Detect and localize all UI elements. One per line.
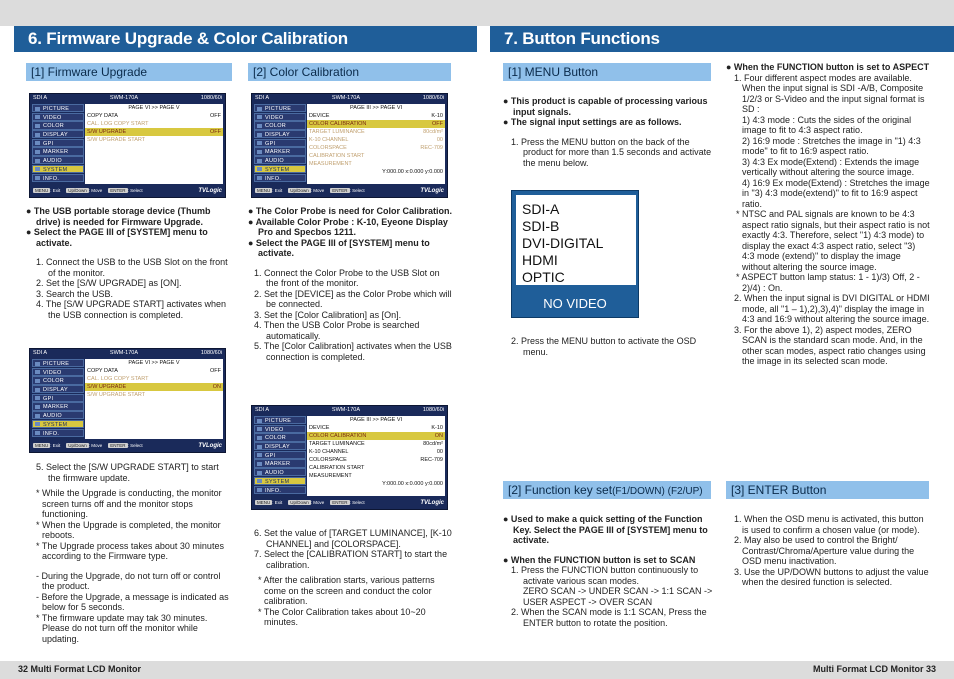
screen-setting-label: MEASUREMENT [309, 161, 352, 167]
screen-menu-item[interactable]: INFO. [254, 486, 306, 494]
screen-setting-row[interactable] [85, 391, 223, 399]
screen-model: SWM-170A [331, 95, 361, 101]
screen-setting-row [307, 480, 445, 488]
screen-menu-item[interactable]: PICTURE [254, 104, 306, 112]
function-bullet-2: ● When the FUNCTION button is set to SCAN [503, 554, 696, 565]
calibration-step-2: 2. Set the [DEVICE] as the Color Probe which will be connected. [254, 288, 452, 309]
screen-setting-label: COPY DATA [87, 368, 118, 374]
screen-page-label [307, 416, 445, 424]
screen-setting-value: ON [212, 384, 221, 390]
enter-button-title: [3] ENTER Button [726, 481, 929, 499]
screen-source: SDI A [255, 95, 270, 101]
screen-menu-item[interactable]: COLOR [32, 121, 84, 129]
aspect-bullet-1: ● When the FUNCTION button is set to ASPECT [726, 62, 930, 72]
footer-left: 32 Multi Format LCD Monitor [18, 664, 141, 674]
function-key-title-main: [2] Function key set [508, 483, 613, 497]
screen-menu-item[interactable]: COLOR [254, 433, 306, 441]
aspect-step-3: 3. For the above 1), 2) aspect modes, ZERO SCAN is the standard scan mode. And, in the other scan modes, aspect ratio changes using the image in its selected scan mode. [734, 324, 926, 366]
screen-setting-label: DEVICE [309, 425, 330, 431]
screen-menu-item[interactable]: DISPLAY [32, 385, 84, 393]
screen-menu [32, 359, 84, 437]
firmware-screen-1 [29, 93, 226, 198]
enter-step-1: 1. When the OSD menu is activated, this button is used to confirm a chosen value (or mode). [734, 514, 924, 535]
function-key-text [503, 514, 713, 628]
select-key: ENTER [332, 188, 348, 193]
screen-setting-label: COLOR CALIBRATION [309, 121, 367, 127]
screen-menu-item[interactable]: PICTURE [254, 416, 306, 424]
screen-menu-item[interactable]: INFO. [254, 174, 306, 182]
screen-menu-item[interactable]: MARKER [32, 147, 84, 155]
screen-menu-item[interactable]: AUDIO [32, 156, 84, 164]
screen-setting-label: CALIBRATION START [309, 465, 365, 471]
screen-menu-item[interactable]: MARKER [32, 402, 84, 410]
screen-menu-item[interactable]: MARKER [254, 147, 306, 155]
menu-step-1: 1. Press the MENU button on the back of the product for more than 1.5 seconds and activate the menu below. [511, 136, 712, 168]
menu-button-step-2 [503, 336, 713, 357]
screen-settings-panel [85, 359, 223, 439]
calibration-note-2: * The Color Calibration takes about 10~20 minutes. [258, 606, 426, 627]
screen-setting-label: COLORSPACE [309, 145, 347, 151]
screen-setting-row[interactable] [85, 367, 223, 375]
screen-menu [254, 104, 306, 182]
move-key: Up/Down [68, 443, 87, 448]
screen-setting-row[interactable] [307, 456, 445, 464]
calibration-bullet-2: ● Available Color Probe : K-10, Eyeone Display Pro and Specbos 1211. [248, 216, 448, 237]
menu-step-2: 2. Press the MENU button to activate the OSD menu. [511, 336, 697, 357]
menu-button-intro [503, 96, 713, 168]
move-key: Up/Down [68, 188, 87, 193]
screen-page-label [85, 359, 223, 367]
screen-setting-value: OFF [432, 121, 443, 127]
screen-setting-row[interactable] [307, 112, 445, 120]
screen-setting-row[interactable] [85, 112, 223, 120]
screen-setting-label: S/W UPGRADE START [87, 137, 146, 143]
screen-footer [252, 496, 447, 509]
screen-setting-value: 00 [436, 449, 443, 455]
select-key: ENTER [110, 443, 126, 448]
screen-setting-label: MEASUREMENT [309, 473, 352, 479]
screen-setting-label: COLOR CALIBRATION [309, 433, 367, 439]
screen-page-text: PAGE VI >> PAGE V [128, 360, 180, 366]
screen-menu-item[interactable]: INFO. [32, 429, 84, 437]
screen-menu [254, 416, 306, 494]
calibration-step-6: 6. Set the value of [TARGET LUMINANCE], [K-10 CHANNEL] and [COLORSPACE]. [254, 528, 452, 549]
firmware-note-3: * The Upgrade process takes about 30 minutes according to the Firmware type. [36, 540, 224, 561]
source-sdi-a[interactable]: SDI-A [522, 201, 560, 217]
aspect-note-2: * ASPECT button lamp status: 1 - 1)/3) Off, 2 - 2)/4) : On. [736, 272, 920, 293]
firmware-intro [26, 206, 231, 320]
screen-menu-item[interactable]: SYSTEM [254, 477, 306, 485]
screen-setting-label: DEVICE [309, 113, 330, 119]
screen-menu-item[interactable]: VIDEO [32, 113, 84, 121]
screen-menu-item[interactable]: COLOR [32, 376, 84, 384]
screen-status-bar [252, 406, 447, 415]
screen-setting-value: Y:000.00 x:0.000 y:0.000 [382, 481, 443, 487]
screen-setting-value: 80cd/m² [423, 129, 443, 135]
screen-menu-item[interactable]: DISPLAY [254, 442, 306, 450]
tvlogic-logo: TVLogic [420, 187, 444, 194]
firmware-bullet-2: ● Select the PAGE III of [SYSTEM] menu to activate. [26, 227, 208, 248]
screen-model: SWM-170A [109, 350, 139, 356]
menu-bullet-1: ● This product is capable of processing various input signals. [503, 96, 708, 117]
move-label: : Move [88, 188, 103, 193]
firmware-continued [26, 462, 231, 644]
screen-menu-item[interactable]: GPI [32, 394, 84, 402]
enter-step-2: 2. May also be used to control the Bright/ Contrast/Chroma/Aperture value during the OSD menu inactivation. [734, 535, 915, 566]
screen-footer [30, 184, 225, 197]
right-page-title: 7. Button Functions [490, 26, 954, 52]
screen-resolution: 1080/60i [422, 95, 444, 101]
screen-menu-item[interactable]: PICTURE [32, 359, 84, 367]
screen-status-bar [252, 94, 447, 103]
calibration-bullet-1: ● The Color Probe is need for Color Calibration. [248, 206, 452, 216]
aspect-step-2: 2. When the input signal is DVI DIGITAL or HDMI mode, all "1 – 1),2),3),4)" display the image in 4:3 and 16:9 without altering the source image. [734, 293, 930, 324]
screen-setting-row[interactable] [307, 120, 445, 128]
footer-right: Multi Format LCD Monitor 33 [813, 664, 936, 674]
screen-setting-label: CALIBRATION START [309, 153, 365, 159]
exit-label: : Exit [50, 188, 61, 193]
screen-model: SWM-170A [109, 95, 139, 101]
screen-footer [30, 439, 225, 452]
screen-menu-item[interactable]: GPI [254, 451, 306, 459]
screen-page-text: PAGE VI >> PAGE V [128, 105, 180, 111]
screen-menu-item[interactable]: PICTURE [32, 104, 84, 112]
screen-setting-label: COLORSPACE [309, 457, 347, 463]
screen-setting-value: K-10 [431, 425, 443, 431]
firmware-step-2: 2. Set the [S/W UPGRADE] as [ON]. [36, 278, 182, 288]
screen-menu-item[interactable]: GPI [32, 139, 84, 147]
screen-setting-label: COPY DATA [87, 113, 118, 119]
screen-setting-row[interactable] [307, 464, 445, 472]
screen-status-bar [30, 349, 225, 358]
no-video-label: NO VIDEO [543, 296, 607, 311]
input-source-menu [511, 190, 639, 318]
screen-setting-value: REC-709 [420, 457, 443, 463]
firmware-step-4: 4. The [S/W UPGRADE START] activates when the USB connection is completed. [36, 299, 227, 320]
screen-page-text: PAGE III >> PAGE VI [349, 105, 403, 111]
calibration-step-3: 3. Set the [Color Calibration] as [On]. [254, 309, 402, 320]
screen-setting-row[interactable] [307, 136, 445, 144]
screen-settings-panel [307, 104, 445, 184]
screen-setting-label: CAL. LOG COPY START [87, 376, 149, 382]
screen-page-label [85, 104, 223, 112]
screen-setting-row[interactable] [307, 432, 445, 440]
screen-menu-item[interactable]: COLOR [254, 121, 306, 129]
select-key: ENTER [110, 188, 126, 193]
move-key: Up/Down [290, 188, 309, 193]
screen-setting-value: ON [434, 433, 443, 439]
enter-step-3: 3. Use the UP/DOWN buttons to adjust the value when the desired function is selected. [734, 566, 929, 587]
screen-menu-item[interactable]: SYSTEM [32, 165, 84, 173]
firmware-caution-3: * The firmware update may tak 30 minutes. Please do not turn off the monitor while updating. [36, 612, 208, 644]
firmware-bullet-1: ● The USB portable storage device (Thumb drive) is needed for Firmware Upgrade. [26, 206, 211, 227]
screen-setting-row[interactable] [307, 128, 445, 136]
select-label: : Select [127, 188, 143, 193]
screen-setting-row[interactable] [307, 472, 445, 480]
screen-menu [32, 104, 84, 182]
screen-resolution: 1080/60i [200, 95, 222, 101]
screen-page-label [307, 104, 445, 112]
screen-resolution: 1080/60i [200, 350, 222, 356]
screen-setting-label: K-10 CHANNEL [309, 137, 349, 143]
screen-source: SDI A [255, 407, 270, 413]
select-label: : Select [127, 443, 143, 448]
aspect-mode-1: 1) 4:3 mode : Cuts the sides of the original image to fit to 4:3 aspect ratio. [742, 114, 912, 135]
screen-setting-value: K-10 [431, 113, 443, 119]
input-source-list [516, 195, 636, 285]
screen-source: SDI A [33, 350, 48, 356]
firmware-step-3: 3. Search the USB. [36, 288, 114, 299]
tvlogic-logo: TVLogic [198, 442, 222, 449]
exit-key: MENU [35, 188, 49, 193]
move-key: Up/Down [290, 500, 309, 505]
firmware-caution-1: - During the Upgrade, do not turn off or control the product. [36, 570, 221, 591]
calibration-step-7: 7. Select the [CALIBRATION START] to start the calibration. [254, 549, 448, 570]
select-label: : Select [349, 500, 365, 505]
screen-menu-item[interactable]: AUDIO [254, 156, 306, 164]
screen-setting-value: Y:000.00 x:0.000 y:0.000 [382, 169, 443, 175]
firmware-screen-2 [29, 348, 226, 453]
exit-label: : Exit [272, 188, 283, 193]
screen-menu-item[interactable]: MARKER [254, 459, 306, 467]
screen-setting-value: 80cd/m² [423, 441, 443, 447]
exit-label: : Exit [50, 443, 61, 448]
firmware-step-5: 5. Select the [S/W UPGRADE START] to start the firmware update. [36, 462, 219, 483]
calibration-step-5: 5. The [Color Calibration] activates when the USB connection is completed. [254, 341, 452, 362]
screen-setting-row[interactable] [85, 383, 223, 391]
aspect-note-1: * NTSC and PAL signals are known to be 4:3 aspect ratio signals, but their aspect ratio is not exactly 4:3. Therefore, select "1) 4:3 mode) to display the exact 4:3 aspect ratio, select "3) 4:3 mode (extend)" to display the image without altering the source image. [736, 209, 930, 272]
screen-setting-label: S/W UPGRADE [87, 384, 127, 390]
screen-setting-row[interactable] [307, 144, 445, 152]
calibration-screen-1 [251, 93, 448, 198]
screen-model: SWM-170A [331, 407, 361, 413]
screen-menu-item[interactable]: AUDIO [32, 411, 84, 419]
screen-page-text: PAGE III >> PAGE VI [349, 417, 403, 423]
move-label: : Move [88, 443, 103, 448]
screen-menu-item[interactable]: DISPLAY [254, 130, 306, 138]
calibration-step-1: 1. Connect the Color Probe to the USB Slot on the front of the monitor. [254, 267, 440, 288]
bottom-strip [0, 661, 954, 679]
source-hdmi[interactable]: HDMI [522, 252, 558, 268]
screen-menu-item[interactable]: INFO. [32, 174, 84, 182]
calibration-note-1: * After the calibration starts, various patterns come on the screen and conduct the color calibration. [258, 575, 435, 606]
screen-source: SDI A [33, 95, 48, 101]
screen-setting-value: OFF [210, 113, 221, 119]
screen-setting-row[interactable] [307, 440, 445, 448]
function-step-2: 2. When the SCAN mode is 1:1 SCAN, Press the ENTER button to rotate the position. [511, 607, 707, 628]
screen-menu-item[interactable]: AUDIO [254, 468, 306, 476]
exit-label: : Exit [272, 500, 283, 505]
calibration-bullet-3: ● Select the PAGE III of [SYSTEM] menu to activate. [248, 237, 430, 258]
firmware-note-1: * While the Upgrade is conducting, the monitor screen turns off and the monitor stops functioning. [36, 488, 222, 519]
screen-menu-item[interactable]: SYSTEM [32, 420, 84, 428]
screen-setting-row[interactable] [85, 128, 223, 136]
screen-menu-item[interactable]: SYSTEM [254, 165, 306, 173]
screen-setting-value: OFF [210, 368, 221, 374]
move-label: : Move [310, 500, 325, 505]
screen-resolution: 1080/60i [422, 407, 444, 413]
color-calibration-title: [2] Color Calibration [248, 63, 451, 81]
function-step-1: 1. Press the FUNCTION button continuously to activate various scan modes. [511, 565, 699, 586]
select-label: : Select [349, 188, 365, 193]
exit-key: MENU [257, 188, 271, 193]
source-sdi-b[interactable]: SDI-B [522, 218, 560, 234]
firmware-caution-2: - Before the Upgrade, a message is indicated as below for 5 seconds. [36, 591, 229, 612]
calibration-continued [248, 528, 453, 628]
firmware-upgrade-title: [1] Firmware Upgrade [26, 63, 232, 81]
screen-settings-panel [307, 416, 445, 496]
exit-key: MENU [257, 500, 271, 505]
function-key-title [503, 481, 711, 499]
calibration-screen-2 [251, 405, 448, 510]
source-dvi-digital[interactable]: DVI-DIGITAL [522, 235, 604, 251]
screen-setting-label: S/W UPGRADE START [87, 392, 146, 398]
screen-setting-row[interactable] [307, 160, 445, 168]
screen-setting-row [307, 168, 445, 176]
screen-status-bar [30, 94, 225, 103]
screen-settings-panel [85, 104, 223, 184]
screen-menu-item[interactable]: VIDEO [254, 113, 306, 121]
screen-setting-value: OFF [210, 129, 221, 135]
screen-setting-label: S/W UPGRADE [87, 129, 127, 135]
screen-setting-label: K-10 CHANNEL [309, 449, 349, 455]
screen-setting-row[interactable] [85, 375, 223, 383]
aspect-mode-4: 4) 16:9 Ex mode(Extend) : Stretches the image in "3) 4:3 mode(extend)" to fit to 16:9 aspect ratio. [742, 177, 930, 209]
function-key-title-keys: (F1/DOWN) (F2/UP) [612, 486, 703, 497]
screen-setting-row[interactable] [307, 448, 445, 456]
tvlogic-logo: TVLogic [420, 499, 444, 506]
menu-button-title: [1] MENU Button [503, 63, 711, 81]
tvlogic-logo: TVLogic [198, 187, 222, 194]
screen-setting-value: 00 [436, 137, 443, 143]
aspect-text [726, 62, 930, 367]
firmware-step-1: 1. Connect the USB to the USB Slot on the front of the monitor. [36, 257, 228, 278]
source-optic[interactable]: OPTIC [522, 269, 565, 285]
left-page-title: 6. Firmware Upgrade & Color Calibration [14, 26, 477, 52]
aspect-step-1: 1. Four different aspect modes are available. When the input signal is SDI -A/B, Composite 1/2/3 or S-Video and the input signal format is SD : [734, 72, 925, 114]
screen-footer [252, 184, 447, 197]
aspect-mode-3: 3) 4:3 Ex mode(Extend) : Extends the image vertically without altering the source image. [742, 156, 920, 177]
screen-setting-label: TARGET LUMINANCE [309, 441, 365, 447]
screen-menu-item[interactable]: VIDEO [32, 368, 84, 376]
menu-bullet-2: ● The signal input settings are as follows. [503, 117, 682, 127]
exit-key: MENU [35, 443, 49, 448]
calibration-intro [248, 206, 453, 362]
select-key: ENTER [332, 500, 348, 505]
screen-setting-row[interactable] [307, 424, 445, 432]
move-label: : Move [310, 188, 325, 193]
screen-menu-item[interactable]: GPI [254, 139, 306, 147]
calibration-step-4: 4. Then the USB Color Probe is searched automatically. [254, 320, 420, 341]
enter-button-text [726, 514, 930, 588]
screen-setting-row[interactable] [85, 136, 223, 144]
firmware-note-2: * When the Upgrade is completed, the monitor reboots. [36, 519, 221, 540]
screen-setting-row[interactable] [85, 120, 223, 128]
top-strip [0, 0, 954, 26]
screen-setting-label: TARGET LUMINANCE [309, 129, 365, 135]
screen-setting-row[interactable] [307, 152, 445, 160]
screen-menu-item[interactable]: DISPLAY [32, 130, 84, 138]
screen-menu-item[interactable]: VIDEO [254, 425, 306, 433]
screen-setting-value: REC-709 [420, 145, 443, 151]
function-bullet-1: ● Used to make a quick setting of the Function Key. Select the PAGE III of [SYSTEM] menu to activate. [503, 514, 708, 545]
screen-setting-label: CAL. LOG COPY START [87, 121, 149, 127]
aspect-mode-2: 2) 16:9 mode : Stretches the image in "1) 4:3 mode" to fit to 16:9 aspect ratio. [742, 135, 921, 156]
function-step-1-sequence: ZERO SCAN -> UNDER SCAN -> 1:1 SCAN -> USER ASPECT -> OVER SCAN [523, 586, 713, 607]
